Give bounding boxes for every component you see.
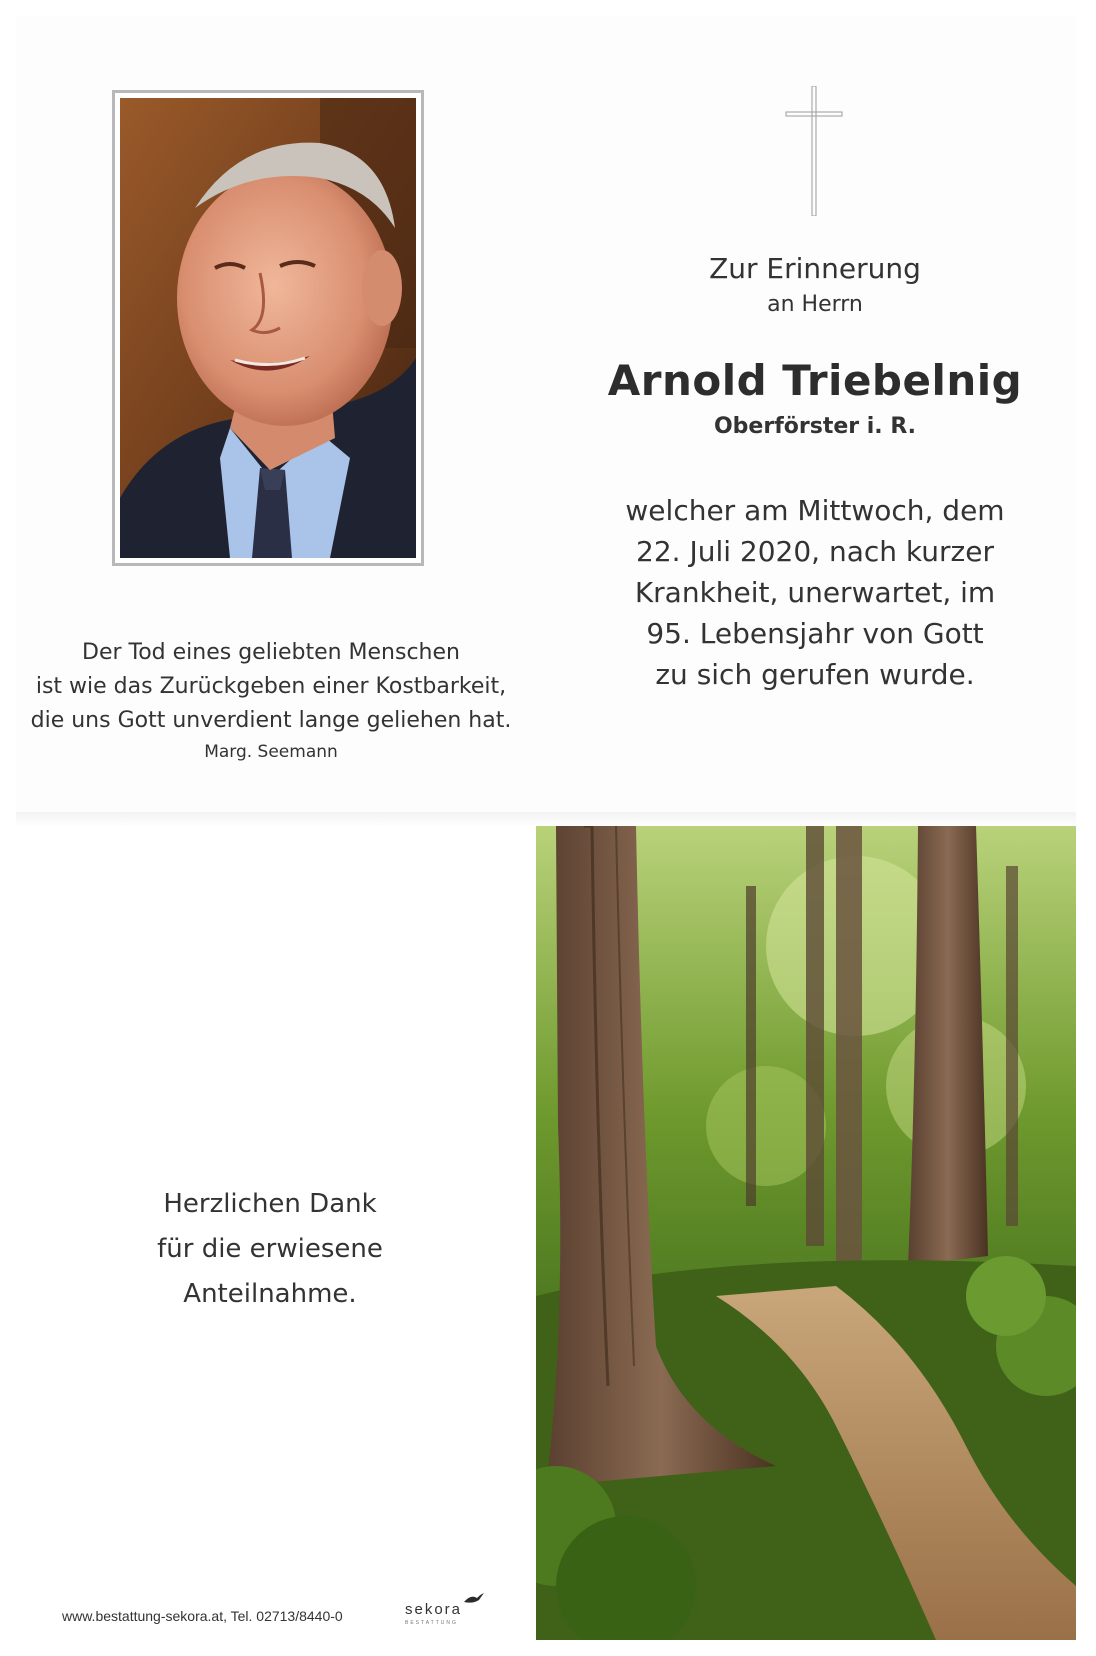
portrait-frame bbox=[112, 90, 424, 566]
funeral-home-logo-subtext: BESTATTUNG bbox=[405, 1620, 458, 1626]
thanks-line: für die erwiesene bbox=[157, 1234, 383, 1264]
funeral-home-logo: sekora bbox=[405, 1601, 463, 1618]
portrait-photo bbox=[120, 98, 416, 558]
thanks-line: Anteilnahme. bbox=[183, 1279, 357, 1309]
quote-author: Marg. Seemann bbox=[204, 742, 338, 762]
death-announcement bbox=[600, 490, 1030, 695]
death-line: Krankheit, unerwartet, im bbox=[634, 576, 996, 609]
death-line: zu sich gerufen wurde. bbox=[655, 658, 975, 691]
quote-line: Der Tod eines geliebten Menschen bbox=[82, 640, 460, 665]
salutation: an Herrn bbox=[767, 292, 863, 317]
deceased-occupation: Oberförster i. R. bbox=[713, 414, 917, 439]
bird-logo-icon bbox=[463, 1592, 485, 1606]
deceased-name: Arnold Triebelnig bbox=[607, 356, 1023, 405]
remembrance-heading: Zur Erinnerung bbox=[709, 252, 921, 285]
thanks-message bbox=[80, 1182, 460, 1317]
forest-path-image bbox=[536, 826, 1076, 1640]
death-line: 95. Lebensjahr von Gott bbox=[646, 617, 984, 650]
death-line: 22. Juli 2020, nach kurzer bbox=[636, 535, 994, 568]
footer-contact: www.bestattung-sekora.at, Tel. 02713/8440-0 bbox=[62, 1608, 343, 1624]
cross-icon bbox=[784, 86, 844, 216]
death-line: welcher am Mittwoch, dem bbox=[625, 494, 1005, 527]
quote-line: die uns Gott unverdient lange geliehen hat. bbox=[30, 708, 512, 733]
memorial-quote bbox=[16, 636, 526, 738]
quote-line: ist wie das Zurückgeben einer Kostbarkeit, bbox=[35, 674, 507, 699]
thanks-line: Herzlichen Dank bbox=[163, 1189, 377, 1219]
